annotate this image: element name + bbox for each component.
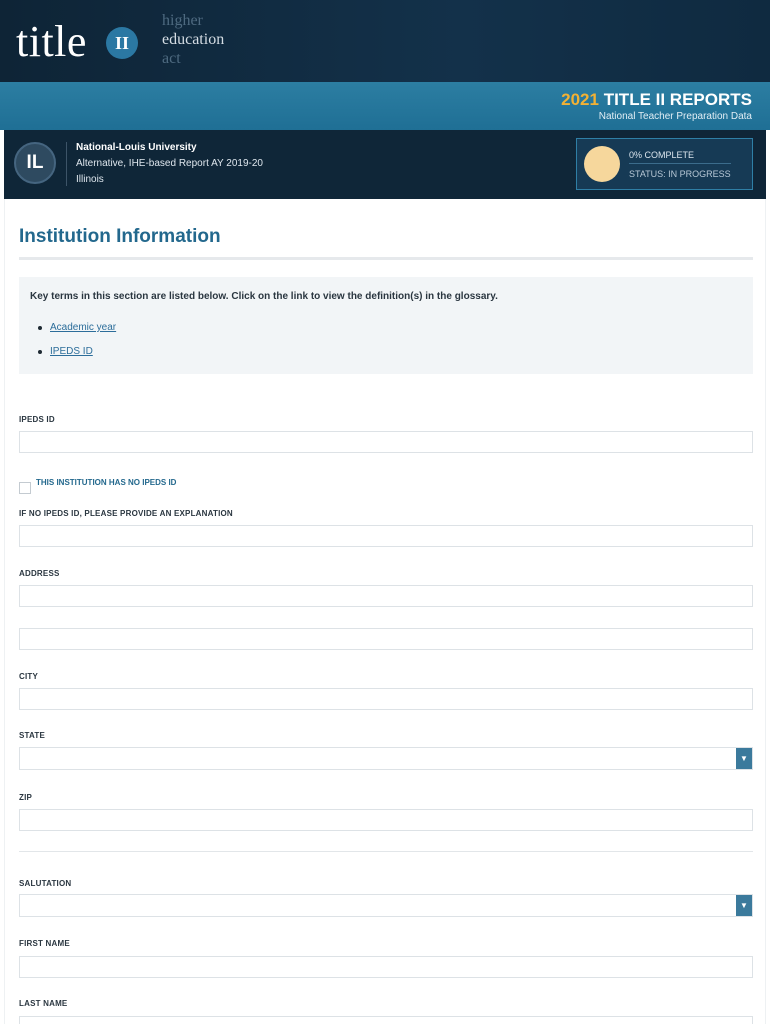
first-name-label: FIRST NAME [19,939,70,948]
logo-word-higher: higher [162,12,203,29]
institution-state: Illinois [76,174,104,185]
no-ipeds-checkbox[interactable] [19,482,31,494]
first-name-input[interactable] [19,956,753,978]
reports-bar [0,82,770,130]
zip-label: ZIP [19,793,33,802]
list-item [50,346,116,370]
reports-title [561,90,752,110]
page-title: Institution Information [19,226,221,247]
title-divider [19,257,753,260]
report-type: Alternative, IHE-based Report AY 2019-20 [76,158,263,169]
logo-word-education: education [162,31,225,48]
divider [66,142,67,186]
main-content [4,199,766,1024]
glossary-link-academic-year[interactable]: Academic year [50,322,117,333]
address-line1-input[interactable] [19,585,753,607]
chevron-down-icon[interactable]: ▼ [736,895,752,916]
reports-subtitle: National Teacher Preparation Data [598,111,752,122]
glossary-link-ipeds-id[interactable]: IPEDS ID [50,346,93,357]
city-input[interactable] [19,688,753,710]
site-header [0,0,770,82]
explanation-input[interactable] [19,525,753,547]
reports-year: 2021 [561,90,599,109]
ipeds-id-input[interactable] [19,431,753,453]
progress-status: STATUS: IN PROGRESS [629,169,731,179]
no-ipeds-checkbox-label[interactable]: THIS INSTITUTION HAS NO IPEDS ID [36,478,177,487]
progress-panel [576,138,753,190]
explanation-label: IF NO IPEDS ID, PLEASE PROVIDE AN EXPLANATION [19,509,233,518]
state-badge: IL [14,142,56,184]
logo-badge: II [106,27,138,59]
institution-details [76,140,263,188]
key-terms-box [19,277,753,374]
chevron-down-icon[interactable]: ▼ [736,748,752,769]
progress-circle-icon [584,146,620,182]
last-name-label: LAST NAME [19,999,68,1008]
list-item [50,322,116,346]
state-select[interactable] [19,747,753,770]
salutation-label: SALUTATION [19,879,72,888]
last-name-input[interactable] [19,1016,753,1024]
ipeds-id-label: IPEDS ID [19,415,55,424]
key-terms-list [50,322,116,370]
key-terms-intro: Key terms in this section are listed below. Click on the link to view the definition(s) in the glossary. [30,291,498,302]
logo-wordmark [162,11,224,68]
logo-title: title [16,17,87,66]
section-divider [19,851,753,852]
address-label: ADDRESS [19,569,60,578]
city-label: CITY [19,672,39,681]
address-line2-input[interactable] [19,628,753,650]
logo-word-act: act [162,50,181,67]
institution-name: National-Louis University [76,142,197,153]
reports-title-text: TITLE II REPORTS [603,90,752,109]
salutation-select[interactable] [19,894,753,917]
progress-percent: 0% COMPLETE [629,150,731,164]
zip-input[interactable] [19,809,753,831]
state-label: STATE [19,731,46,740]
institution-bar [4,130,766,199]
